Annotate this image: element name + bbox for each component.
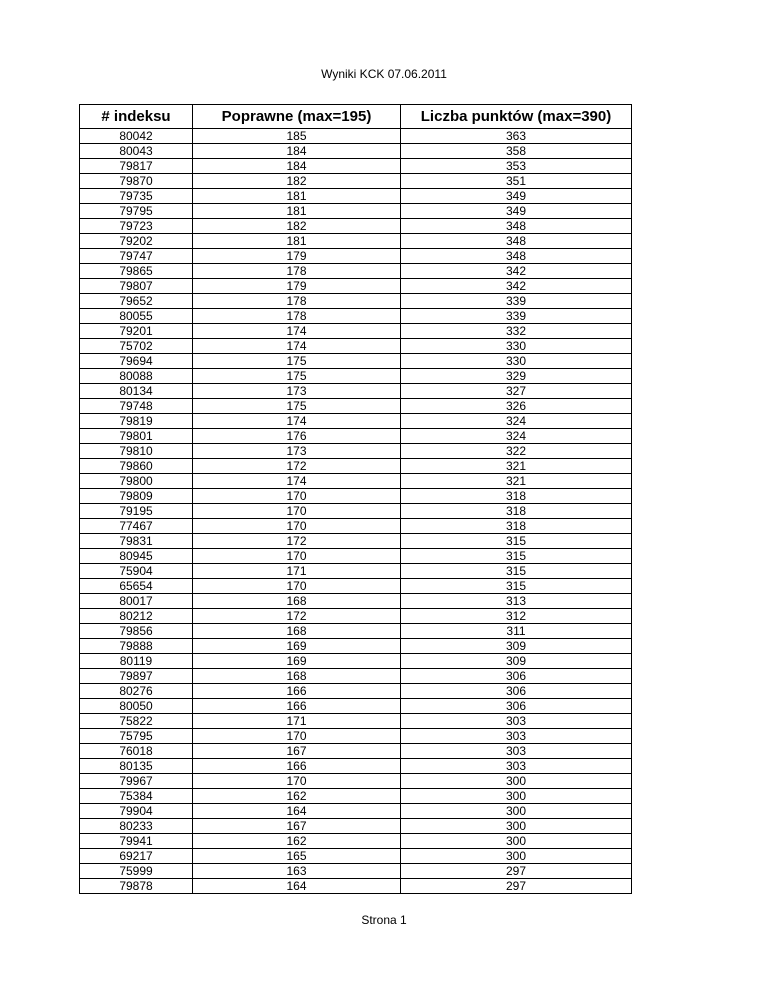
cell-index-number: 79195 — [80, 504, 193, 519]
cell-points-total: 300 — [401, 774, 632, 789]
cell-points-total: 318 — [401, 489, 632, 504]
column-header-index: # indeksu — [80, 105, 193, 129]
cell-points-total: 342 — [401, 279, 632, 294]
table-row — [80, 354, 632, 369]
cell-points-total: 339 — [401, 309, 632, 324]
cell-correct-count: 167 — [193, 819, 401, 834]
cell-points-total: 300 — [401, 789, 632, 804]
table-row — [80, 264, 632, 279]
table-row — [80, 489, 632, 504]
cell-points-total: 330 — [401, 354, 632, 369]
table-row — [80, 759, 632, 774]
cell-index-number: 65654 — [80, 579, 193, 594]
cell-index-number: 80050 — [80, 699, 193, 714]
table-row — [80, 279, 632, 294]
table-row — [80, 804, 632, 819]
cell-points-total: 349 — [401, 204, 632, 219]
cell-points-total: 297 — [401, 864, 632, 879]
table-row — [80, 474, 632, 489]
cell-points-total: 312 — [401, 609, 632, 624]
cell-points-total: 306 — [401, 699, 632, 714]
cell-points-total: 353 — [401, 159, 632, 174]
cell-points-total: 300 — [401, 849, 632, 864]
column-header-points: Liczba punktów (max=390) — [401, 105, 632, 129]
table-row — [80, 129, 632, 144]
cell-index-number: 79809 — [80, 489, 193, 504]
cell-correct-count: 167 — [193, 744, 401, 759]
table-row — [80, 534, 632, 549]
table-row — [80, 444, 632, 459]
cell-correct-count: 185 — [193, 129, 401, 144]
cell-index-number: 79878 — [80, 879, 193, 894]
cell-correct-count: 178 — [193, 264, 401, 279]
cell-correct-count: 174 — [193, 324, 401, 339]
cell-index-number: 80119 — [80, 654, 193, 669]
cell-index-number: 79795 — [80, 204, 193, 219]
cell-correct-count: 175 — [193, 354, 401, 369]
cell-points-total: 306 — [401, 684, 632, 699]
table-row — [80, 744, 632, 759]
cell-index-number: 77467 — [80, 519, 193, 534]
cell-correct-count: 169 — [193, 639, 401, 654]
cell-correct-count: 169 — [193, 654, 401, 669]
column-header-correct: Poprawne (max=195) — [193, 105, 401, 129]
cell-correct-count: 163 — [193, 864, 401, 879]
cell-index-number: 79870 — [80, 174, 193, 189]
table-row — [80, 774, 632, 789]
cell-index-number: 80135 — [80, 759, 193, 774]
table-row — [80, 219, 632, 234]
table-body — [80, 129, 632, 894]
table-row — [80, 834, 632, 849]
table-row — [80, 699, 632, 714]
cell-correct-count: 170 — [193, 519, 401, 534]
cell-index-number: 79723 — [80, 219, 193, 234]
cell-correct-count: 172 — [193, 459, 401, 474]
cell-points-total: 322 — [401, 444, 632, 459]
cell-index-number: 75384 — [80, 789, 193, 804]
cell-index-number: 80055 — [80, 309, 193, 324]
table-row — [80, 624, 632, 639]
cell-points-total: 306 — [401, 669, 632, 684]
table-row — [80, 789, 632, 804]
cell-correct-count: 178 — [193, 309, 401, 324]
cell-index-number: 80088 — [80, 369, 193, 384]
cell-correct-count: 166 — [193, 699, 401, 714]
cell-correct-count: 173 — [193, 384, 401, 399]
cell-points-total: 348 — [401, 234, 632, 249]
cell-points-total: 303 — [401, 729, 632, 744]
cell-index-number: 79747 — [80, 249, 193, 264]
cell-points-total: 300 — [401, 819, 632, 834]
cell-correct-count: 168 — [193, 669, 401, 684]
cell-correct-count: 162 — [193, 789, 401, 804]
cell-correct-count: 165 — [193, 849, 401, 864]
cell-correct-count: 181 — [193, 189, 401, 204]
cell-correct-count: 170 — [193, 504, 401, 519]
cell-correct-count: 182 — [193, 219, 401, 234]
cell-index-number: 80212 — [80, 609, 193, 624]
cell-correct-count: 175 — [193, 369, 401, 384]
cell-points-total: 330 — [401, 339, 632, 354]
table-row — [80, 189, 632, 204]
table-row — [80, 639, 632, 654]
cell-correct-count: 179 — [193, 249, 401, 264]
cell-points-total: 315 — [401, 564, 632, 579]
table-header — [80, 105, 632, 129]
cell-index-number: 75702 — [80, 339, 193, 354]
cell-correct-count: 164 — [193, 804, 401, 819]
table-row — [80, 564, 632, 579]
page-footer-label: Strona 1 — [361, 913, 407, 927]
cell-points-total: 324 — [401, 429, 632, 444]
cell-index-number: 79748 — [80, 399, 193, 414]
cell-correct-count: 171 — [193, 564, 401, 579]
cell-points-total: 309 — [401, 654, 632, 669]
cell-correct-count: 173 — [193, 444, 401, 459]
cell-points-total: 315 — [401, 534, 632, 549]
table-row — [80, 654, 632, 669]
cell-correct-count: 174 — [193, 414, 401, 429]
table-row — [80, 399, 632, 414]
table-row — [80, 669, 632, 684]
cell-correct-count: 182 — [193, 174, 401, 189]
cell-index-number: 80233 — [80, 819, 193, 834]
header-row — [80, 105, 632, 129]
cell-index-number: 75904 — [80, 564, 193, 579]
cell-index-number: 79865 — [80, 264, 193, 279]
cell-index-number: 79819 — [80, 414, 193, 429]
cell-index-number: 79810 — [80, 444, 193, 459]
cell-points-total: 303 — [401, 759, 632, 774]
cell-correct-count: 172 — [193, 534, 401, 549]
cell-points-total: 297 — [401, 879, 632, 894]
cell-index-number: 79800 — [80, 474, 193, 489]
table-row — [80, 159, 632, 174]
table-row — [80, 369, 632, 384]
cell-correct-count: 162 — [193, 834, 401, 849]
cell-correct-count: 168 — [193, 624, 401, 639]
cell-index-number: 79941 — [80, 834, 193, 849]
cell-points-total: 349 — [401, 189, 632, 204]
cell-points-total: 332 — [401, 324, 632, 339]
cell-points-total: 363 — [401, 129, 632, 144]
cell-index-number: 79735 — [80, 189, 193, 204]
cell-correct-count: 166 — [193, 684, 401, 699]
table-row — [80, 594, 632, 609]
cell-correct-count: 174 — [193, 339, 401, 354]
cell-index-number: 75795 — [80, 729, 193, 744]
cell-points-total: 303 — [401, 714, 632, 729]
table-row — [80, 864, 632, 879]
table-row — [80, 384, 632, 399]
cell-correct-count: 184 — [193, 159, 401, 174]
results-table — [79, 104, 632, 894]
cell-points-total: 351 — [401, 174, 632, 189]
cell-points-total: 326 — [401, 399, 632, 414]
cell-points-total: 309 — [401, 639, 632, 654]
cell-correct-count: 175 — [193, 399, 401, 414]
page-header-title: Wyniki KCK 07.06.2011 — [321, 67, 447, 81]
cell-index-number: 79831 — [80, 534, 193, 549]
table-row — [80, 519, 632, 534]
cell-index-number: 79801 — [80, 429, 193, 444]
cell-index-number: 79888 — [80, 639, 193, 654]
table-row — [80, 174, 632, 189]
cell-index-number: 80276 — [80, 684, 193, 699]
cell-index-number: 76018 — [80, 744, 193, 759]
cell-correct-count: 176 — [193, 429, 401, 444]
table-row — [80, 234, 632, 249]
cell-points-total: 329 — [401, 369, 632, 384]
cell-points-total: 358 — [401, 144, 632, 159]
cell-points-total: 324 — [401, 414, 632, 429]
cell-index-number: 69217 — [80, 849, 193, 864]
cell-index-number: 75999 — [80, 864, 193, 879]
cell-index-number: 80945 — [80, 549, 193, 564]
cell-index-number: 80043 — [80, 144, 193, 159]
cell-index-number: 75822 — [80, 714, 193, 729]
table-row — [80, 684, 632, 699]
cell-correct-count: 172 — [193, 609, 401, 624]
cell-points-total: 348 — [401, 249, 632, 264]
table-row — [80, 324, 632, 339]
cell-correct-count: 166 — [193, 759, 401, 774]
cell-index-number: 79904 — [80, 804, 193, 819]
cell-points-total: 311 — [401, 624, 632, 639]
cell-correct-count: 181 — [193, 234, 401, 249]
cell-index-number: 79652 — [80, 294, 193, 309]
table-row — [80, 609, 632, 624]
cell-points-total: 315 — [401, 579, 632, 594]
table-row — [80, 294, 632, 309]
cell-index-number: 80134 — [80, 384, 193, 399]
table-row — [80, 459, 632, 474]
cell-index-number: 79201 — [80, 324, 193, 339]
cell-points-total: 300 — [401, 834, 632, 849]
cell-points-total: 339 — [401, 294, 632, 309]
cell-correct-count: 168 — [193, 594, 401, 609]
cell-correct-count: 164 — [193, 879, 401, 894]
cell-points-total: 303 — [401, 744, 632, 759]
table-row — [80, 414, 632, 429]
cell-points-total: 313 — [401, 594, 632, 609]
table-row — [80, 429, 632, 444]
cell-index-number: 79967 — [80, 774, 193, 789]
cell-correct-count: 170 — [193, 549, 401, 564]
table-row — [80, 579, 632, 594]
cell-correct-count: 178 — [193, 294, 401, 309]
table-row — [80, 309, 632, 324]
cell-correct-count: 181 — [193, 204, 401, 219]
table-row — [80, 849, 632, 864]
cell-points-total: 315 — [401, 549, 632, 564]
cell-points-total: 321 — [401, 459, 632, 474]
cell-index-number: 79897 — [80, 669, 193, 684]
cell-correct-count: 170 — [193, 774, 401, 789]
cell-points-total: 318 — [401, 519, 632, 534]
table-row — [80, 729, 632, 744]
cell-points-total: 318 — [401, 504, 632, 519]
cell-correct-count: 179 — [193, 279, 401, 294]
cell-index-number: 79817 — [80, 159, 193, 174]
table-row — [80, 879, 632, 894]
table-row — [80, 549, 632, 564]
cell-correct-count: 171 — [193, 714, 401, 729]
cell-index-number: 79202 — [80, 234, 193, 249]
cell-correct-count: 184 — [193, 144, 401, 159]
cell-correct-count: 170 — [193, 579, 401, 594]
cell-correct-count: 170 — [193, 489, 401, 504]
table-row — [80, 504, 632, 519]
cell-index-number: 80017 — [80, 594, 193, 609]
cell-index-number: 79856 — [80, 624, 193, 639]
cell-points-total: 342 — [401, 264, 632, 279]
table-row — [80, 339, 632, 354]
cell-index-number: 80042 — [80, 129, 193, 144]
table-row — [80, 249, 632, 264]
cell-index-number: 79694 — [80, 354, 193, 369]
cell-points-total: 321 — [401, 474, 632, 489]
cell-correct-count: 170 — [193, 729, 401, 744]
cell-correct-count: 174 — [193, 474, 401, 489]
table-row — [80, 144, 632, 159]
table-row — [80, 714, 632, 729]
cell-points-total: 327 — [401, 384, 632, 399]
table-row — [80, 819, 632, 834]
cell-points-total: 348 — [401, 219, 632, 234]
table-row — [80, 204, 632, 219]
cell-index-number: 79807 — [80, 279, 193, 294]
cell-points-total: 300 — [401, 804, 632, 819]
cell-index-number: 79860 — [80, 459, 193, 474]
